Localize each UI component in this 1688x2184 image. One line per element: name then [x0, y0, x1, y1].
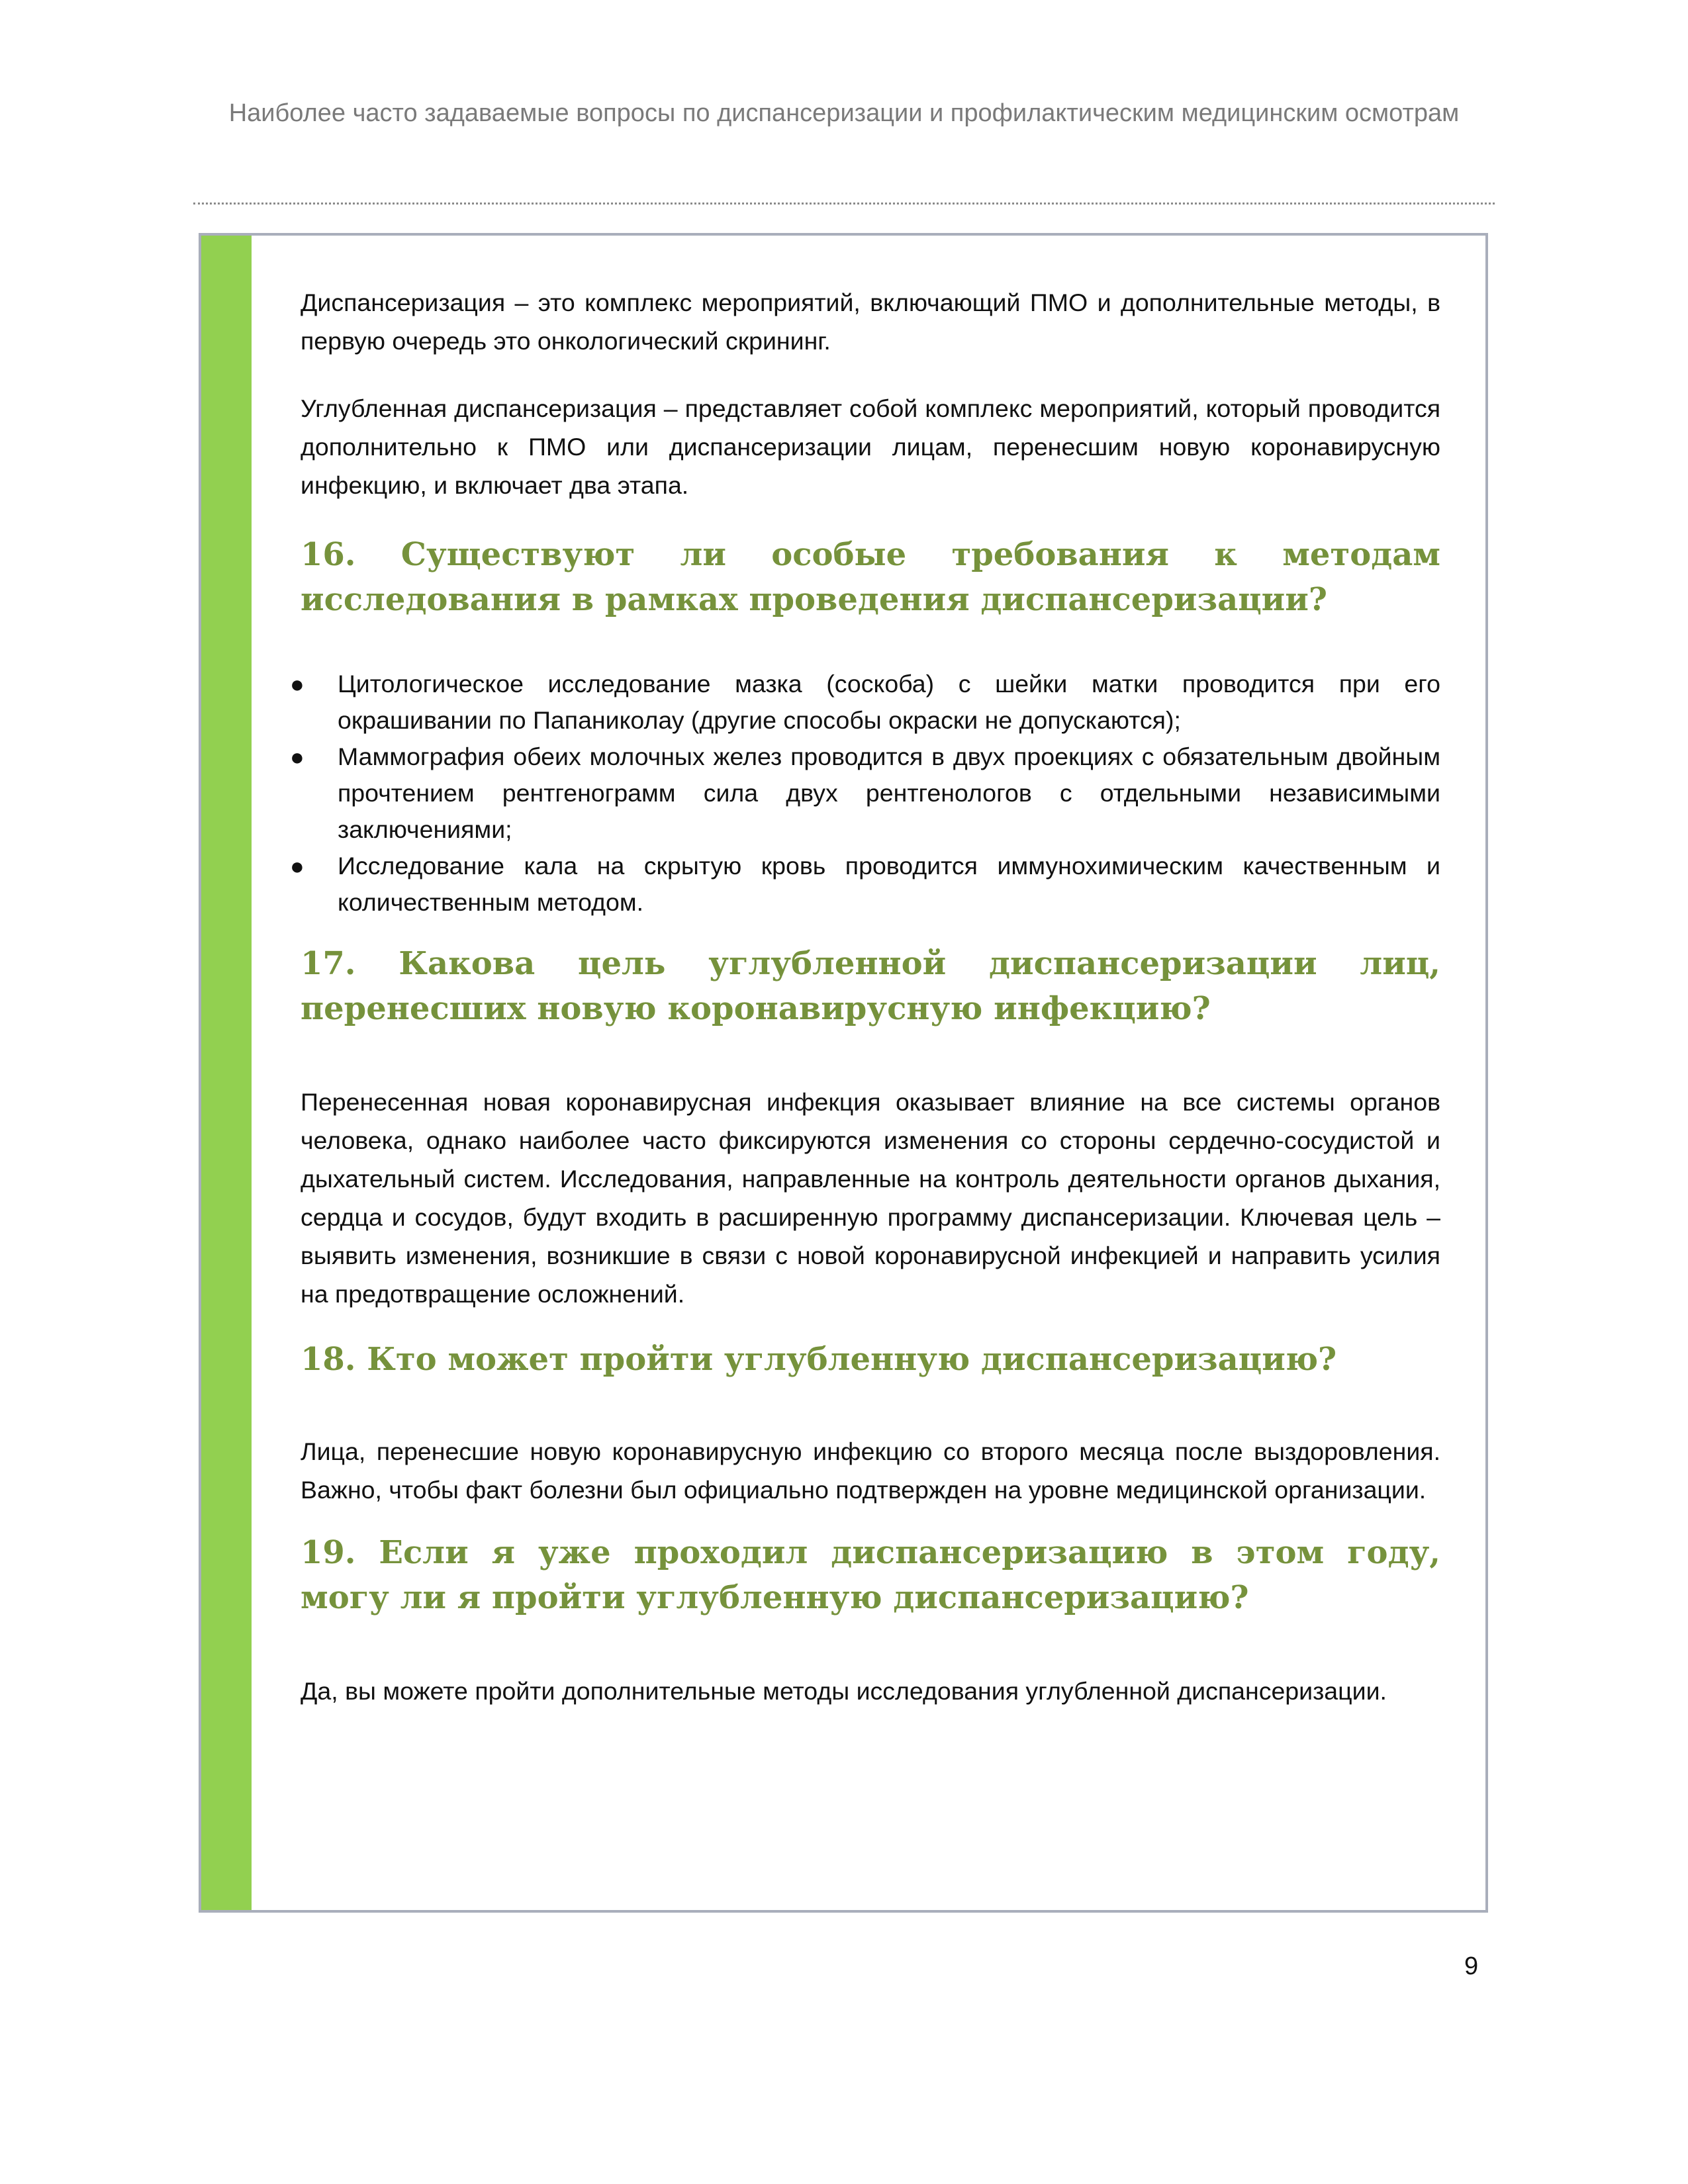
section-19-text: Да, вы можете пройти дополнительные методы исследования углубленной диспансеризации.: [301, 1677, 1387, 1705]
section-16-heading: 16. Существуют ли особые требования к методам исследования в рамках проведения диспансеризации?: [301, 536, 1440, 618]
list-item-text: Исследование кала на скрытую кровь проводится иммунохимическим качественным и количественным методом.: [338, 852, 1440, 916]
section-18-text: Лица, перенесшие новую коронавирусную инфекцию со второго месяца после выздоровления. Важно, чтобы факт болезни был официально подтвержден на уровне медицинской организации.: [301, 1437, 1440, 1504]
list-item-text: Маммография обеих молочных желез проводится в двух проекциях с обязательным двойным прочтением рентгенограмм сила двух рентгенологов с отдельными независимыми заключениями;: [338, 743, 1440, 843]
section-16-bullet-list: [290, 666, 1440, 921]
intro-paragraph-1: Диспансеризация – это комплекс мероприятий, включающий ПМО и дополнительные методы, в первую очередь это онкологический скрининг.: [301, 289, 1440, 355]
bullet-icon: ●: [290, 670, 305, 698]
list-item-text: Цитологическое исследование мазка (соскоба) с шейки матки проводится при его окрашивании по Папаниколау (другие способы окраски не допускаются);: [338, 670, 1440, 734]
list-item: [290, 739, 1440, 848]
content-box: [199, 233, 1488, 1913]
bullet-icon: ●: [290, 852, 305, 880]
page-number: 9: [1464, 1952, 1479, 1980]
list-item: [290, 848, 1440, 921]
running-header: Наиболее часто задаваемые вопросы по диспансеризации и профилактическим медицинским осмотрам: [228, 99, 1460, 127]
section-18-heading: 18. Кто может пройти углубленную диспансеризацию?: [301, 1341, 1337, 1378]
intro-paragraph-2: Углубленная диспансеризация – представляет собой комплекс мероприятий, который проводится дополнительно к ПМО или диспансеризации лицам, перенесшим новую коронавирусную инфекцию, и включает два этапа.: [301, 394, 1440, 499]
accent-bar: [201, 236, 252, 1910]
section-17-text: Перенесенная новая коронавирусная инфекция оказывает влияние на все системы органов человека, однако наиболее часто фиксируются изменения со стороны сердечно-сосудистой и дыхательный систем. Исследования, направленные на контроль деятельности органов дыхания, сердца и сосудов, будут входить в расширенную программу диспансеризации. Ключевая цель – выявить изменения, возникшие в связи с новой коронавирусной инфекцией и направить усилия на предотвращение осложнений.: [301, 1088, 1440, 1308]
section-19-heading: 19. Если я уже проходил диспансеризацию в этом году, могу ли я пройти углубленную диспансеризацию?: [301, 1534, 1440, 1616]
section-17-heading: 17. Какова цель углубленной диспансеризации лиц, перенесших новую коронавирусную инфекцию?: [301, 945, 1440, 1027]
header-divider: [193, 203, 1495, 205]
bullet-icon: ●: [290, 743, 305, 770]
list-item: [290, 666, 1440, 739]
